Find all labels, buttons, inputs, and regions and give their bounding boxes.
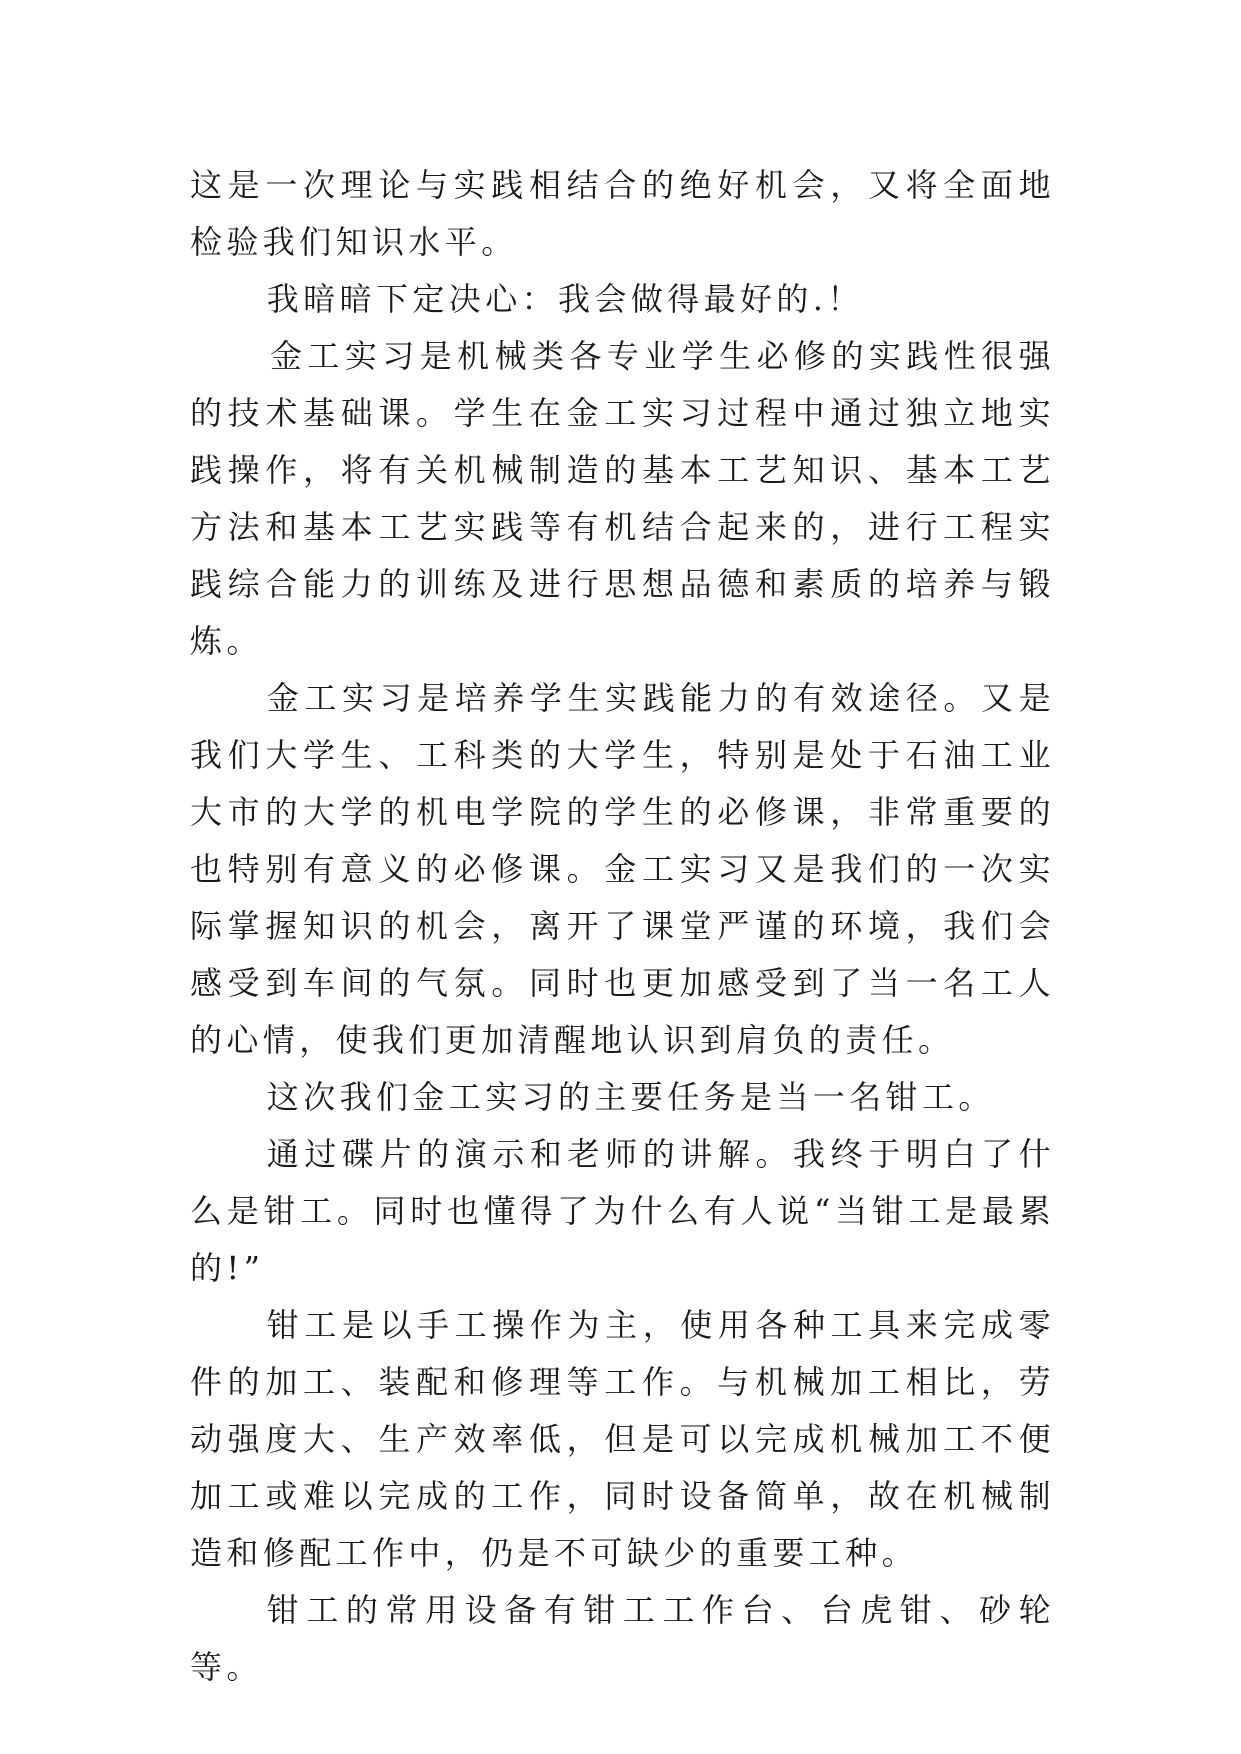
body-text xyxy=(190,157,1055,1696)
paragraph-6: 通过碟片的演示和老师的讲解。我终于明白了什么是钳工。同时也懂得了为什么有人说“当钳工是最累的!” xyxy=(190,1135,1055,1287)
paragraph-3: 金工实习是机械类各专业学生必修的实践性很强的技术基础课。学生在金工实习过程中通过独立地实践操作，将有关机械制造的基本工艺知识、基本工艺方法和基本工艺实践等有机结合起来的，进行工程实践综合能力的训练及进行思想品德和素质的培养与锻炼。 xyxy=(190,337,1055,660)
paragraph-1: 这是一次理论与实践相结合的绝好机会，又将全面地检验我们知识水平。 xyxy=(190,166,1055,261)
paragraph-5: 这次我们金工实习的主要任务是当一名钳工。 xyxy=(266,1078,995,1116)
paragraph-4: 金工实习是培养学生实践能力的有效途径。又是我们大学生、工科类的大学生，特别是处于石油工业大市的大学的机电学院的学生的必修课，非常重要的也特别有意义的必修课。金工实习又是我们的一次实际掌握知识的机会，离开了课堂严谨的环境，我们会感受到车间的气氛。同时也更加感受到了当一名工人的心情，使我们更加清醒地认识到肩负的责任。 xyxy=(190,679,1055,1059)
paragraph-7: 钳工是以手工操作为主，使用各种工具来完成零件的加工、装配和修理等工作。与机械加工相比，劳动强度大、生产效率低，但是可以完成机械加工不便加工或难以完成的工作，同时设备简单，故在机械制造和修配工作中，仍是不可缺少的重要工种。 xyxy=(190,1306,1055,1572)
paragraph-8: 钳工的常用设备有钳工工作台、台虎钳、砂轮等。 xyxy=(190,1591,1055,1686)
paragraph-2: 我暗暗下定决心：我会做得最好的.！ xyxy=(266,280,864,318)
